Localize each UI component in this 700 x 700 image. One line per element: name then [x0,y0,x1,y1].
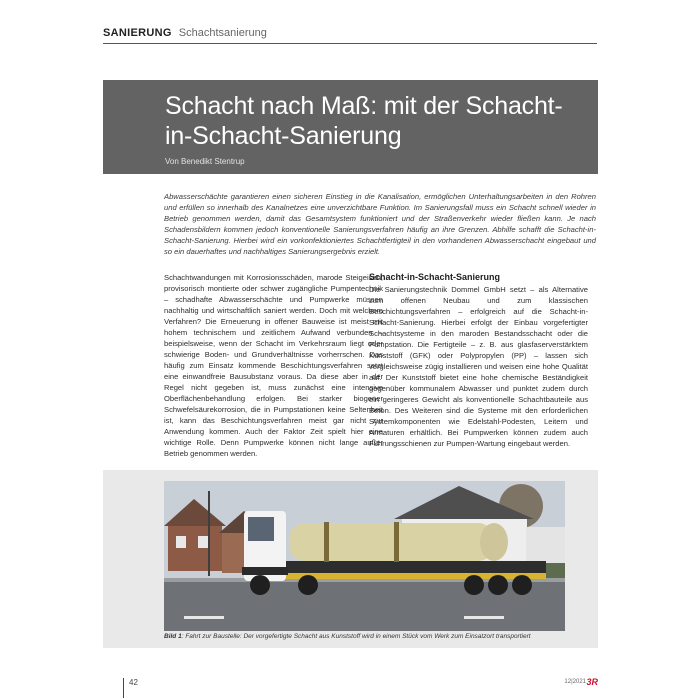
subheading: Schacht-in-Schacht-Sanierung [369,272,501,282]
page-number: 42 [129,678,138,687]
figure-caption [164,632,598,641]
body-column-left [164,272,383,459]
truck-illustration [164,481,565,631]
truck-photo [164,481,565,631]
figure [103,470,598,648]
running-header [103,27,597,44]
caption-label: Bild 1 [164,633,182,640]
body-text-left: Schachtwandungen mit Korrosionsschäden, marode Steigeisen, provisorisch montierte oder schwer zugängliche Pumpentechnik – schadhafte Abwasserschächte und Pumpwerke müssen nachhaltig und wirtschaftlich saniert werden. Doch mit welchem Verfahren? Die Erneuerung in offener Bauweise ist meist mit hohem technischem und zeitlichem Aufwand verbunden – beispielsweise, wenn der Schacht im Verkehrsraum liegt oder schwierige Boden- und Grundverhältnisse vorherrschen. Das häufig zum Einsatz kommende Beschichtungsverfahren setzt eine einwandfreie Bausubstanz voraus. Da diese aber in der Regel nicht gegeben ist, muss zunächst eine intensive Oberflächenbehandlung erfolgen. Bei starker biogener Schwefelsäurekorrosion, die in Pumpstationen keine Seltenheit ist, kann das Beschichtungsverfahren meist gar nicht zur Anwendung kommen. Auch der Faktor Zeit spielt hier eine wichtige Rolle. Denn Pumpwerke können nicht lange außer Betrieb genommen werden. [164,273,383,458]
magazine-logo: 3R [586,677,598,687]
subsection-label: Schachtsanierung [178,27,267,39]
body-column-right [369,272,588,449]
body-text-right: Die Sanierungstechnik Dommel GmbH setzt – als Alternative zum offenen Neubau und zum klassischen Beschichtungsverfahren – erfolgreich auf die Schacht-in-Schacht-Sanierung. Hierbei erfolgt der Einbau vorgefertigter Schachtsysteme in den maroden Bestandsschacht oder die Pumpstation. Die Fertigteile – z. B. aus glasfaserverstärktem Kunststoff (GFK) oder Polypropylen (PP) – lassen sich vergleichsweise zügig installieren und weisen eine hohe Qualität auf. Der Kunststoff bietet eine hohe chemische Beständigkeit gegenüber kommunalem Abwasser und punktet zudem durch ein geringeres Gewicht als konventionelle Schachtbauteile aus Beton. Des Weiteren sind die Systeme mit den erforderlichen Systemkomponenten wie Edelstahl-Podesten, Leitern und Armaturen erhältlich. Bei Pumpwerken können zudem auch Führungsschienen zur Pumpen-Wartung eingebaut werden. [369,285,588,448]
title-box [103,80,598,174]
lead-paragraph: Abwasserschächte garantieren einen sicheren Einstieg in die Kanalisation, ermöglichen Unterhaltungsarbeiten in den Rohren und erfüllen so innerhalb des Kanalnetzes eine unverzichtbare Funktion. Im Sanierungsfall muss ein Schacht schnell wieder in Betrieb genommen werden, damit das Gesamtsystem funktioniert und der Straßenverkehr wieder fließen kann. Je nach Schadensbildern kommen jedoch konventionelle Sanierungsverfahren häufig an ihre Grenzen. Abhilfe schafft die Schacht-in-Schacht-Sanierung. Hierbei wird ein vorkonfektioniertes Schachtfertigteil in den vorhandenen Abwasserschacht eingebaut und so ein dauerhaftes und nachhaltiges Sanierungsergebnis erzielt. [164,192,596,256]
title-line-2: in-Schacht-Sanierung [165,122,402,150]
article-title [165,91,578,151]
title-line-1: Schacht nach Maß: mit der Schacht- [165,92,563,120]
issue-label: 12|2021 [564,679,586,685]
author-byline: Von Benedikt Stentrup [165,157,245,166]
page-footer [123,678,598,692]
section-label: SANIERUNG [103,27,172,39]
caption-text: : Fahrt zur Baustelle: Der vorgefertigte Schacht aus Kunststoff wird in einem Stück vom Werk zum Einsatzort transportiert [181,633,531,640]
footer-rule [123,678,124,698]
